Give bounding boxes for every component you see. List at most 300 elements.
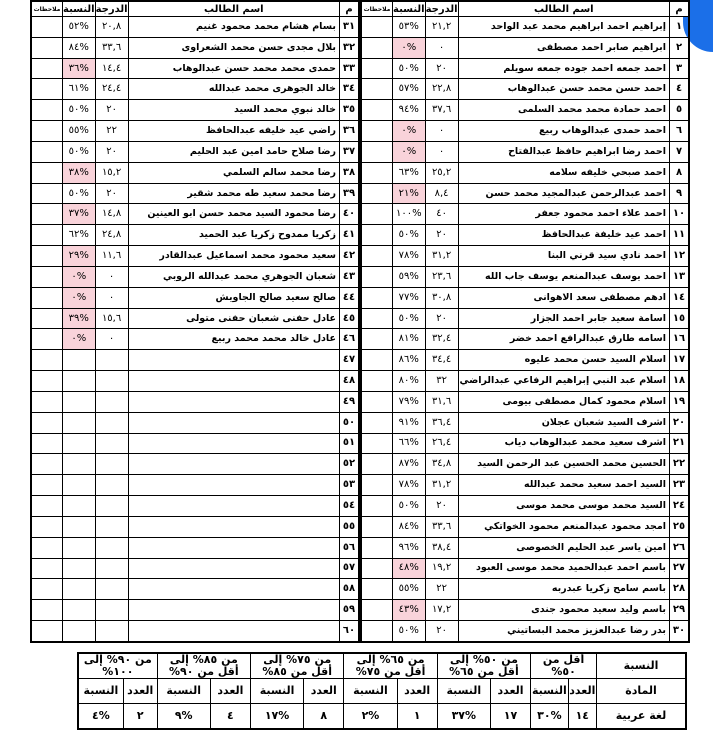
student-notes — [31, 37, 63, 58]
student-degree: ٣١,٢ — [425, 475, 458, 496]
summary-range-row — [78, 653, 686, 679]
student-degree: ١٤,٤ — [95, 58, 128, 79]
student-degree: ٠ — [425, 121, 458, 142]
table-row — [361, 621, 689, 642]
student-number: ٢ — [670, 37, 690, 58]
student-notes — [361, 100, 393, 121]
student-name: احمد يوسف عبدالمنعم يوسف جاب الله — [458, 266, 669, 287]
student-name: رضا صلاح حامد امين عبد الحليم — [128, 141, 339, 162]
summary-count-label: العدد — [123, 679, 157, 704]
student-number: ١٩ — [670, 391, 690, 412]
student-notes — [31, 621, 63, 642]
header-degree: الدرجة — [425, 1, 458, 17]
student-degree: ٣٢,٤ — [425, 329, 458, 350]
student-name: صالح سعيد صالح الجاويش — [128, 287, 339, 308]
student-degree: ٢٠ — [425, 308, 458, 329]
student-percent: %٥٥ — [63, 121, 96, 142]
student-notes — [361, 183, 393, 204]
student-degree: ١٥,٦ — [95, 308, 128, 329]
table-row — [361, 100, 689, 121]
student-number: ١٦ — [670, 329, 690, 350]
student-notes — [361, 266, 393, 287]
summary-percent: %٩ — [157, 704, 210, 730]
student-name: امين ياسر عبد الحليم الخصوصى — [458, 537, 669, 558]
student-name — [128, 516, 339, 537]
student-notes — [361, 496, 393, 517]
table-row — [31, 454, 359, 475]
student-notes — [361, 17, 393, 38]
summary-count-label: العدد — [490, 679, 530, 704]
student-name — [128, 621, 339, 642]
table-row — [361, 391, 689, 412]
student-percent: %١٠٠ — [393, 204, 426, 225]
student-name: السيد احمد سعيد محمد عبدالله — [458, 475, 669, 496]
student-number: ٥٩ — [340, 600, 360, 621]
student-degree: ٢٠ — [425, 621, 458, 642]
student-percent — [63, 558, 96, 579]
student-name: اشرف سعيد محمد عبدالوهاب دياب — [458, 433, 669, 454]
student-notes — [31, 141, 63, 162]
table-row — [361, 412, 689, 433]
student-percent: %٧٧ — [393, 287, 426, 308]
table-row — [31, 141, 359, 162]
student-percent — [63, 600, 96, 621]
student-percent: %٥٠ — [63, 100, 96, 121]
student-notes — [361, 391, 393, 412]
student-degree: ٢٠ — [425, 225, 458, 246]
student-percent: %٨٤ — [63, 37, 96, 58]
student-notes — [31, 371, 63, 392]
student-notes — [31, 79, 63, 100]
student-name: رضا محمد سعيد طه محمد شقير — [128, 183, 339, 204]
student-number: ٢١ — [670, 433, 690, 454]
header-notes: ملاحظات — [31, 1, 63, 17]
table-row — [361, 558, 689, 579]
student-name — [128, 600, 339, 621]
student-percent: %٥٩ — [393, 266, 426, 287]
student-degree: ٠ — [95, 287, 128, 308]
student-notes — [361, 621, 393, 642]
student-percent: %٤٣ — [393, 600, 426, 621]
student-percent: %٠ — [393, 37, 426, 58]
student-percent: %٣٦ — [63, 58, 96, 79]
student-name — [128, 475, 339, 496]
student-degree: ٢٥,٢ — [425, 162, 458, 183]
table-row — [361, 121, 689, 142]
table-row — [361, 58, 689, 79]
student-notes — [31, 162, 63, 183]
summary-count: ٤ — [210, 704, 250, 730]
student-name — [128, 454, 339, 475]
student-degree: ٢١,٢ — [425, 17, 458, 38]
summary-percent-label: النسبة — [157, 679, 210, 704]
header-name: اسم الطالب — [128, 1, 339, 17]
student-name: باسم وليد سعيد محمود جندى — [458, 600, 669, 621]
table-row — [31, 329, 359, 350]
student-number: ٥٤ — [340, 496, 360, 517]
student-notes — [361, 308, 393, 329]
student-notes — [31, 204, 63, 225]
student-percent — [63, 371, 96, 392]
student-name: احمد حمدى عبدالوهاب ربيع — [458, 121, 669, 142]
student-notes — [361, 162, 393, 183]
summary-percent-label: النسبة — [251, 679, 304, 704]
student-degree — [95, 475, 128, 496]
grades-table-right — [360, 0, 690, 643]
summary-percent: %١٧ — [251, 704, 304, 730]
student-name: بسام هشام محمد محمود غنيم — [128, 17, 339, 38]
header-notes: ملاحظات — [361, 1, 393, 17]
student-degree: ٣٢ — [425, 371, 458, 392]
student-number: ٥٨ — [340, 579, 360, 600]
student-number: ٣٤ — [340, 79, 360, 100]
student-number: ٢٤ — [670, 496, 690, 517]
table-row — [31, 350, 359, 371]
student-percent: %٧٨ — [393, 246, 426, 267]
summary-range-4: من ٨٥% إلى أقل من ٩٠% — [157, 653, 250, 679]
grades-table-left — [30, 0, 360, 643]
student-degree: ١٥,٢ — [95, 162, 128, 183]
summary-range-5: من ٩٠% إلى ١٠٠% — [78, 653, 157, 679]
student-degree — [95, 496, 128, 517]
student-notes — [361, 204, 393, 225]
student-number: ١٨ — [670, 371, 690, 392]
table-row — [31, 162, 359, 183]
student-number: ٣٦ — [340, 121, 360, 142]
table-row — [361, 141, 689, 162]
student-degree: ٣٣,٦ — [95, 37, 128, 58]
table-row — [361, 516, 689, 537]
student-degree: ٢٠ — [95, 141, 128, 162]
student-number: ١٠ — [670, 204, 690, 225]
summary-percent: %٢ — [344, 704, 397, 730]
student-degree: ٠ — [425, 37, 458, 58]
student-percent: %٧٨ — [393, 475, 426, 496]
student-number: ٥ — [670, 100, 690, 121]
summary-count-label: العدد — [568, 679, 596, 704]
table-row — [361, 79, 689, 100]
summary-table — [77, 652, 687, 730]
table-row — [31, 412, 359, 433]
student-notes — [361, 475, 393, 496]
student-notes — [31, 287, 63, 308]
student-name: بدر رضا عبدالعزيز محمد البساتيني — [458, 621, 669, 642]
summary-subject-label: المادة — [597, 679, 687, 704]
table-row — [31, 287, 359, 308]
student-degree: ٢٠ — [95, 100, 128, 121]
student-percent — [63, 621, 96, 642]
student-percent: %٥٢ — [63, 17, 96, 38]
student-percent: %٥٠ — [393, 496, 426, 517]
student-number: ٣١ — [340, 17, 360, 38]
summary-percent: %٣٠ — [531, 704, 568, 730]
student-number: ٤٣ — [340, 266, 360, 287]
student-percent: %٥٠ — [393, 621, 426, 642]
grades-tables — [30, 0, 690, 643]
student-notes — [31, 391, 63, 412]
student-name: اشرف السيد شعبان عجلان — [458, 412, 669, 433]
table-row — [31, 37, 359, 58]
student-number: ٣٩ — [340, 183, 360, 204]
student-name: اسامه طارق عبدالرافع احمد خضر — [458, 329, 669, 350]
student-notes — [361, 412, 393, 433]
table-row — [31, 246, 359, 267]
student-percent: %٤٨ — [393, 558, 426, 579]
student-degree: ٢٠ — [95, 183, 128, 204]
table-row — [31, 17, 359, 38]
table-header-row — [31, 1, 359, 17]
student-degree: ١٩,٢ — [425, 558, 458, 579]
student-name: احمد حسن محمد حسن عبدالوهاب — [458, 79, 669, 100]
student-degree — [95, 558, 128, 579]
student-degree — [95, 600, 128, 621]
student-degree: ٢٠,٨ — [95, 17, 128, 38]
student-number: ٥٠ — [340, 412, 360, 433]
table-row — [361, 204, 689, 225]
summary-range-1: من ٥٠% إلى أقل من ٦٥% — [437, 653, 530, 679]
student-degree — [95, 537, 128, 558]
table-row — [31, 371, 359, 392]
student-name: اسامة سعيد جابر احمد الجزار — [458, 308, 669, 329]
student-notes — [361, 537, 393, 558]
student-name: امجد محمود عبدالمنعم محمود الخواتكي — [458, 516, 669, 537]
student-number: ٢٩ — [670, 600, 690, 621]
student-percent: %٥٠ — [63, 183, 96, 204]
student-percent: %٩٤ — [393, 100, 426, 121]
student-percent — [63, 433, 96, 454]
student-percent: %٨٧ — [393, 454, 426, 475]
student-name — [128, 537, 339, 558]
student-degree: ٢٢ — [95, 121, 128, 142]
student-name: رضا محمود السيد محمد حسن ابو العينين — [128, 204, 339, 225]
student-percent: %٨٦ — [393, 350, 426, 371]
student-name: بلال مجدى حسن محمد الشعراوى — [128, 37, 339, 58]
student-percent — [63, 579, 96, 600]
student-name: احمد جمعه احمد جوده جمعه سويلم — [458, 58, 669, 79]
table-row — [361, 162, 689, 183]
table-row — [361, 433, 689, 454]
table-row — [361, 183, 689, 204]
header-percent: النسبة — [393, 1, 426, 17]
table-row — [361, 600, 689, 621]
student-degree: ٢٤,٨ — [95, 225, 128, 246]
table-row — [31, 516, 359, 537]
table-row — [361, 496, 689, 517]
student-degree: ٢٢,٨ — [425, 79, 458, 100]
student-percent: %٢١ — [393, 183, 426, 204]
student-notes — [31, 308, 63, 329]
student-number: ٥٦ — [340, 537, 360, 558]
summary-count: ٢ — [123, 704, 157, 730]
summary-ratio-label: النسبة — [597, 653, 687, 679]
student-number: ٤٤ — [340, 287, 360, 308]
student-name: احمد علاء احمد محمود جعفر — [458, 204, 669, 225]
summary-count: ١٧ — [490, 704, 530, 730]
student-degree: ٣٤,٤ — [425, 350, 458, 371]
header-degree: الدرجة — [95, 1, 128, 17]
student-degree: ٨,٤ — [425, 183, 458, 204]
student-percent — [63, 537, 96, 558]
student-number: ٣٠ — [670, 621, 690, 642]
student-notes — [31, 600, 63, 621]
table-row — [31, 496, 359, 517]
student-degree — [95, 371, 128, 392]
student-name: ادهم مصطفى سعد الاهوانى — [458, 287, 669, 308]
student-name: باسم سامح زكريا عبدربه — [458, 579, 669, 600]
student-number: ٥٧ — [340, 558, 360, 579]
student-notes — [31, 496, 63, 517]
header-percent: النسبة — [63, 1, 96, 17]
student-percent: %٠ — [63, 266, 96, 287]
student-number: ٤٠ — [340, 204, 360, 225]
student-degree: ٣٣,٦ — [425, 516, 458, 537]
table-row — [361, 17, 689, 38]
student-number: ٧ — [670, 141, 690, 162]
table-row — [361, 308, 689, 329]
student-name: عادل خالد محمد محمد ربيع — [128, 329, 339, 350]
table-row — [361, 37, 689, 58]
student-notes — [31, 350, 63, 371]
summary-count-label: العدد — [397, 679, 437, 704]
student-degree: ٢٠ — [425, 58, 458, 79]
student-degree: ٣١,٢ — [425, 246, 458, 267]
table-row — [361, 287, 689, 308]
table-row — [361, 537, 689, 558]
student-number: ٢٦ — [670, 537, 690, 558]
table-row — [31, 58, 359, 79]
student-percent: %٩١ — [393, 412, 426, 433]
student-number: ٨ — [670, 162, 690, 183]
student-name: اسلام عبد النبي إبراهيم الرفاعي عبدالراضي — [458, 371, 669, 392]
student-number: ٥١ — [340, 433, 360, 454]
student-notes — [361, 225, 393, 246]
student-percent: %٥٣ — [393, 17, 426, 38]
summary-count-label: العدد — [304, 679, 344, 704]
student-notes — [31, 454, 63, 475]
student-name: عادل حفنى شعبان حفنى متولى — [128, 308, 339, 329]
student-number: ٣٨ — [340, 162, 360, 183]
student-percent: %٢٩ — [63, 246, 96, 267]
student-name — [128, 412, 339, 433]
student-notes — [31, 100, 63, 121]
student-notes — [361, 516, 393, 537]
student-name: السيد محمد موسى محمد موسى — [458, 496, 669, 517]
summary-count: ١٤ — [568, 704, 596, 730]
student-notes — [31, 183, 63, 204]
student-number: ٢٣ — [670, 475, 690, 496]
table-row — [361, 579, 689, 600]
student-percent: %٠ — [63, 329, 96, 350]
student-notes — [361, 141, 393, 162]
summary-percent-label: النسبة — [437, 679, 490, 704]
table-row — [31, 225, 359, 246]
table-row — [31, 183, 359, 204]
student-name: خالد نبوي محمد السيد — [128, 100, 339, 121]
student-notes — [31, 579, 63, 600]
student-name: الحسين محمد الحسين عبد الرحمن السيد — [458, 454, 669, 475]
student-percent: %٥٠ — [393, 308, 426, 329]
student-degree: ٢٤,٤ — [95, 79, 128, 100]
student-name: اسلام السيد حسن محمد عليوه — [458, 350, 669, 371]
student-name — [128, 558, 339, 579]
student-degree: ٣٠,٨ — [425, 287, 458, 308]
student-notes — [361, 558, 393, 579]
student-degree: ٠ — [95, 329, 128, 350]
student-number: ٢٠ — [670, 412, 690, 433]
student-degree: ٣٤,٨ — [425, 454, 458, 475]
student-degree: ٢٣,٦ — [425, 266, 458, 287]
student-percent — [63, 412, 96, 433]
student-degree: ٢٢ — [425, 579, 458, 600]
student-notes — [31, 121, 63, 142]
student-percent: %٠ — [393, 141, 426, 162]
student-number: ٣٧ — [340, 141, 360, 162]
student-name: شعبان الجوهري محمد عبدالله الروبي — [128, 266, 339, 287]
student-degree — [95, 412, 128, 433]
student-degree: ١٤,٨ — [95, 204, 128, 225]
student-number: ٢٧ — [670, 558, 690, 579]
student-name — [128, 496, 339, 517]
summary-range-3: من ٧٥% إلى أقل من ٨٥% — [251, 653, 344, 679]
student-degree — [95, 579, 128, 600]
student-name: باسم احمد عبدالحميد محمد موسى العبود — [458, 558, 669, 579]
summary-count: ١ — [397, 704, 437, 730]
student-percent — [63, 496, 96, 517]
student-name: راضي عيد خليفه عبدالحافظ — [128, 121, 339, 142]
header-name: اسم الطالب — [458, 1, 669, 17]
student-number: ٣ — [670, 58, 690, 79]
student-number: ٤٢ — [340, 246, 360, 267]
student-degree: ٠ — [95, 266, 128, 287]
student-percent: %٥٠ — [393, 225, 426, 246]
table-row — [361, 246, 689, 267]
student-notes — [361, 433, 393, 454]
student-degree — [95, 350, 128, 371]
student-degree: ٣٦,٤ — [425, 412, 458, 433]
student-number: ٣٥ — [340, 100, 360, 121]
student-percent: %٦٦ — [393, 433, 426, 454]
summary-percent: %٤ — [78, 704, 123, 730]
table-row — [361, 475, 689, 496]
summary-percent-label: النسبة — [344, 679, 397, 704]
student-percent: %٩٦ — [393, 537, 426, 558]
student-name: حمدى محمد محمد حسن عبدالوهاب — [128, 58, 339, 79]
summary-percent: %٣٧ — [437, 704, 490, 730]
table-row — [31, 266, 359, 287]
student-name: احمد رضا ابراهيم حافظ عبدالفتاح — [458, 141, 669, 162]
student-number: ١١ — [670, 225, 690, 246]
student-percent: %٦٢ — [63, 225, 96, 246]
student-notes — [31, 225, 63, 246]
table-row — [31, 391, 359, 412]
table-row — [31, 433, 359, 454]
student-notes — [31, 412, 63, 433]
student-percent: %٠ — [63, 287, 96, 308]
table-row — [31, 600, 359, 621]
header-num: م — [340, 1, 360, 17]
student-percent: %٧٩ — [393, 391, 426, 412]
student-name: احمد نادي سيد قرني البنا — [458, 246, 669, 267]
student-name — [128, 391, 339, 412]
student-number: ١٧ — [670, 350, 690, 371]
student-number: ٣٣ — [340, 58, 360, 79]
summary-percent-label: النسبة — [531, 679, 568, 704]
student-number: ١٣ — [670, 266, 690, 287]
student-notes — [361, 79, 393, 100]
table-row — [361, 329, 689, 350]
student-notes — [31, 17, 63, 38]
table-row — [31, 204, 359, 225]
